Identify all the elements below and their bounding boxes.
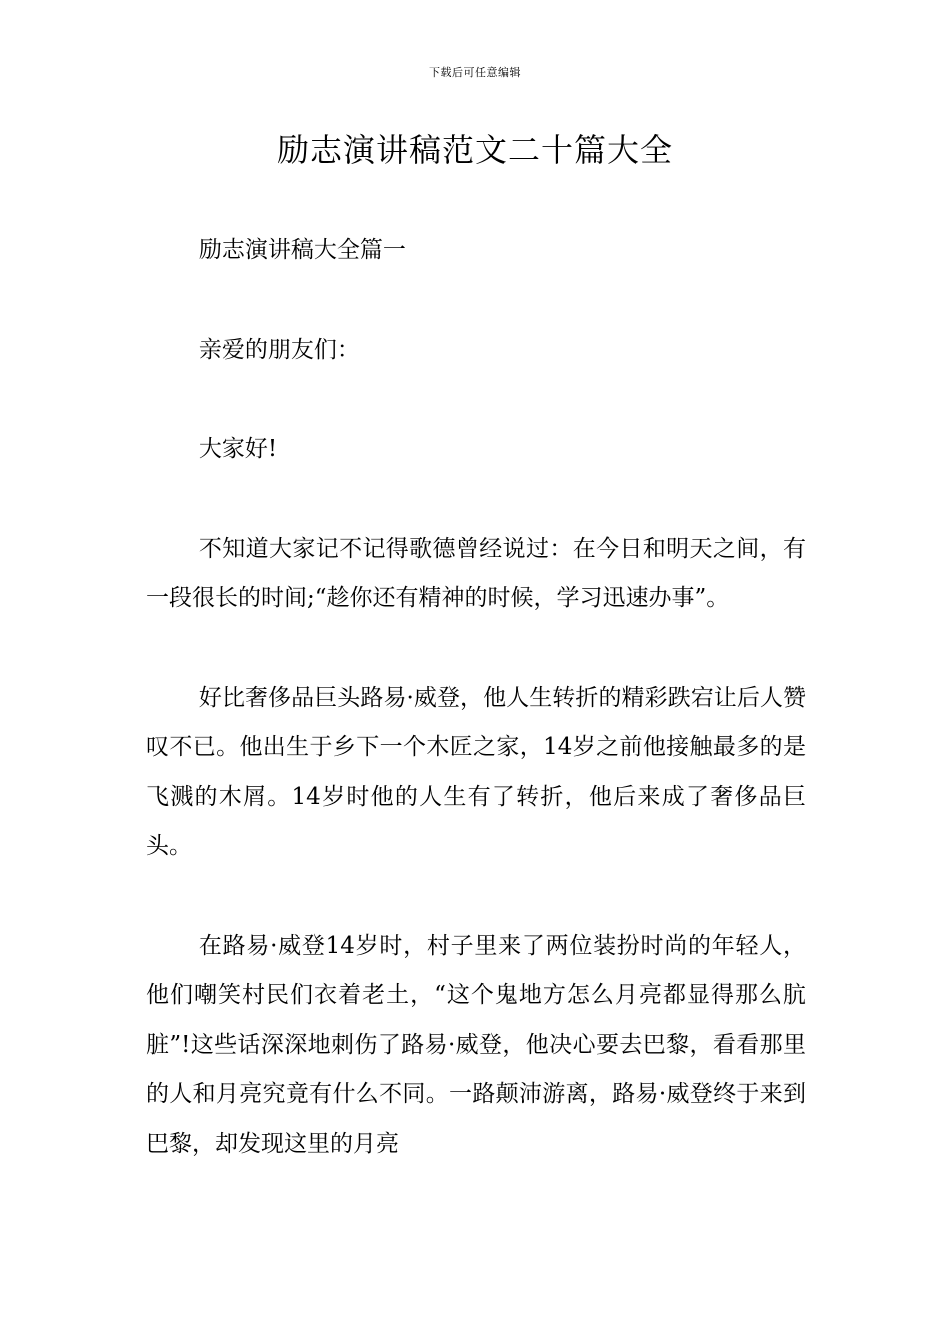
document-body (146, 226, 806, 1219)
body-paragraph: 好比奢侈品巨头路易·威登，他人生转折的精彩跌宕让后人赞叹不已。他出生于乡下一个木匠之家，14岁之前他接触最多的是飞溅的木屑。14岁时他的人生有了转折，他后来成了奢侈品巨头。 (146, 684, 806, 859)
body-paragraph: 在路易·威登14岁时，村子里来了两位装扮时尚的年轻人，他们嘲笑村民们衣着老土，“这个鬼地方怎么月亮都显得那么肮脏”!这些话深深地刺伤了路易·威登，他决心要去巴黎，看看那里的人和月亮究竟有什么不同。一路颠沛游离，路易·威登终于来到巴黎，却发现这里的月亮 (146, 932, 806, 1157)
body-paragraph: 不知道大家记不记得歌德曾经说过：在今日和明天之间，有一段很长的时间;“趁你还有精神的时候，学习迅速办事”。 (146, 535, 806, 611)
page-header-note: 下载后可任意编辑 (429, 66, 521, 79)
document-title: 励志演讲稿范文二十篇大全 (276, 131, 673, 169)
section-heading: 励志演讲稿大全篇一 (198, 237, 406, 263)
greeting: 大家好! (198, 436, 278, 462)
salutation: 亲爱的朋友们： (198, 336, 360, 363)
